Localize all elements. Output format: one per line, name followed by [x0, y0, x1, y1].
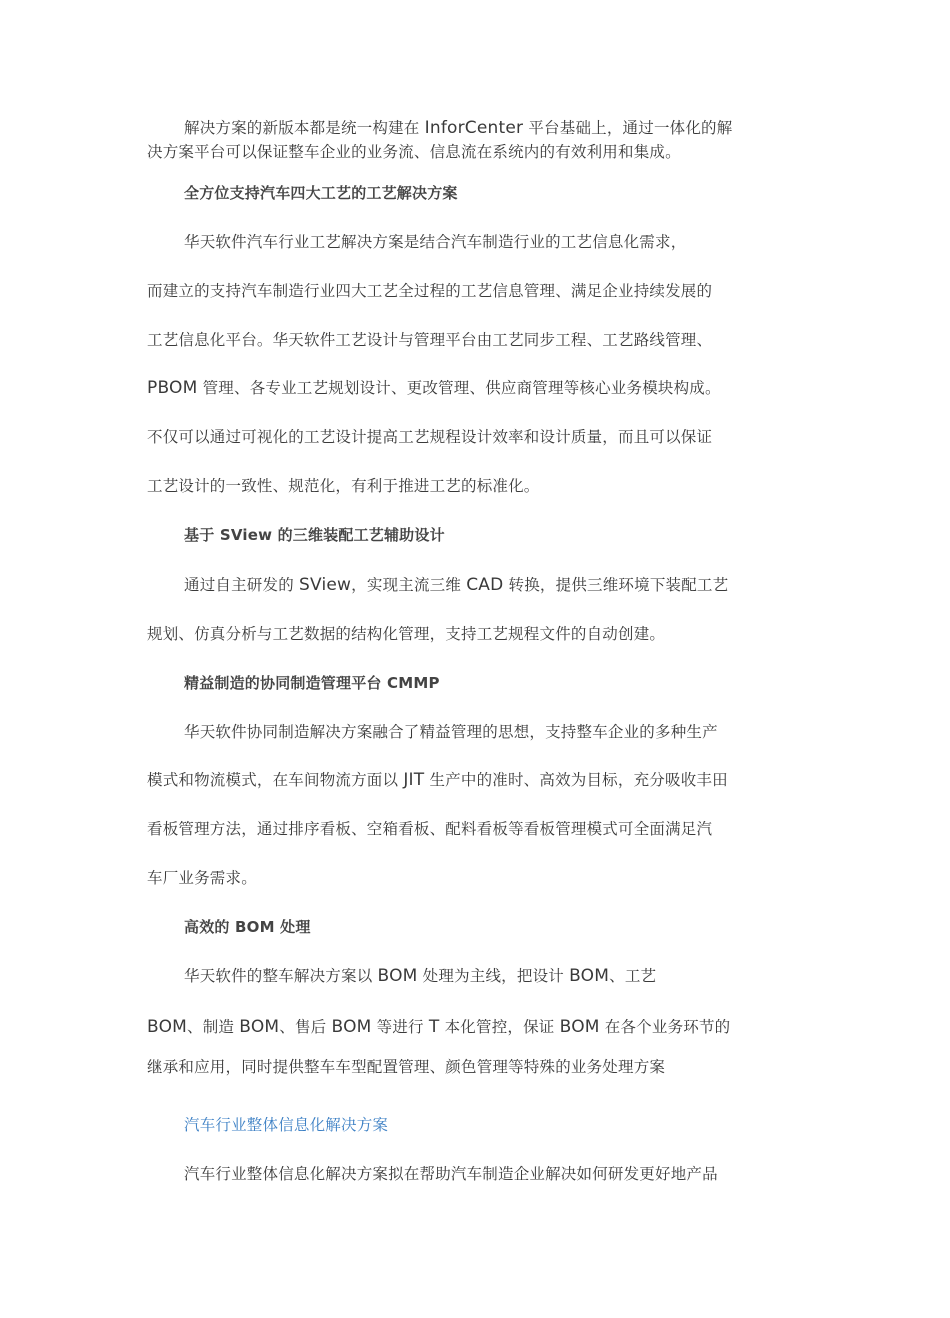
text-run: JIT — [403, 770, 425, 790]
p3-line-4: 车厂业务需求。 — [147, 869, 257, 887]
text-run: 模式和物流模式，在车间物流方面以 — [147, 771, 404, 789]
p5-line-1: 汽车行业整体信息化解决方案拟在帮助汽车制造企业解决如何研发更好地产品 — [184, 1165, 718, 1183]
text-run: CAD — [466, 575, 504, 595]
section-heading-cmmp: 精益制造的协同制造管理平台 CMMP — [184, 674, 440, 692]
text-run: 、售后 — [279, 1018, 332, 1036]
p2-line-1 — [184, 575, 804, 595]
section-heading-automotive-solution: 汽车行业整体信息化解决方案 — [184, 1116, 389, 1134]
text-run: BOM — [569, 966, 610, 986]
text-run: ，实现主流三维 — [351, 576, 467, 594]
text-run: InforCenter — [424, 118, 524, 138]
text-run: T — [428, 1017, 440, 1037]
text-run: 解决方案的新版本都是统一构建在 — [184, 119, 425, 137]
text-run: 通过自主研发的 — [184, 576, 300, 594]
text-run: 处理为主线，把设计 — [417, 967, 570, 985]
text-run: SView — [299, 575, 352, 595]
text-run: BOM — [147, 1017, 188, 1037]
section-heading-sview: 基于 SView 的三维装配工艺辅助设计 — [184, 526, 445, 544]
section-heading-bom: 高效的 BOM 处理 — [184, 918, 311, 936]
text-run: BOM — [377, 966, 418, 986]
p3-line-3: 看板管理方法，通过排序看板、空箱看板、配料看板等看板管理模式可全面满足汽 — [147, 820, 713, 838]
p3-line-1: 华天软件协同制造解决方案融合了精益管理的思想，支持整车企业的多种生产 — [184, 723, 718, 741]
p1-line-1: 华天软件汽车行业工艺解决方案是结合汽车制造行业的工艺信息化需求， — [184, 233, 687, 251]
text-run: 平台基础上，通过一体化的解 — [523, 119, 733, 137]
p1-line-3: 工艺信息化平台。华天软件工艺设计与管理平台由工艺同步工程、工艺路线管理、 — [147, 331, 713, 349]
text-run: 在各个业务环节的 — [599, 1018, 731, 1036]
p1-line-6: 工艺设计的一致性、规范化，有利于推进工艺的标准化。 — [147, 477, 540, 495]
text-run: 生产中的准时、高效为目标，充分吸收丰田 — [424, 771, 728, 789]
text-run: 华天软件的整车解决方案以 — [184, 967, 378, 985]
text-run: 管理、各专业工艺规划设计、更改管理、供应商管理等核心业务模块构成。 — [197, 379, 721, 397]
text-run: BOM — [331, 1017, 372, 1037]
text-run: 转换，提供三维环境下装配工艺 — [503, 576, 729, 594]
text-run: BOM — [239, 1017, 280, 1037]
text-run: 本化管控，保证 — [439, 1018, 560, 1036]
p2-line-2: 规划、仿真分析与工艺数据的结构化管理，支持工艺规程文件的自动创建。 — [147, 625, 666, 643]
p3-line-2 — [147, 770, 807, 790]
p1-line-4 — [147, 378, 807, 398]
section-heading-process-solutions: 全方位支持汽车四大工艺的工艺解决方案 — [184, 184, 458, 202]
text-run: 、工艺 — [609, 967, 657, 985]
p4-line-1 — [184, 966, 804, 986]
text-run: PBOM — [147, 378, 198, 398]
text-run: 等进行 — [371, 1018, 429, 1036]
intro-line-2: 决方案平台可以保证整车企业的业务流、信息流在系统内的有效利用和集成。 — [147, 143, 681, 161]
p4-line-2 — [147, 1017, 807, 1037]
p1-line-2: 而建立的支持汽车制造行业四大工艺全过程的工艺信息管理、满足企业持续发展的 — [147, 282, 713, 300]
p1-line-5: 不仅可以通过可视化的工艺设计提高工艺规程设计效率和设计质量，而且可以保证 — [147, 428, 713, 446]
intro-line-1 — [184, 118, 804, 138]
text-run: BOM — [559, 1017, 600, 1037]
text-run: 、制造 — [187, 1018, 240, 1036]
p4-line-3: 继承和应用，同时提供整车车型配置管理、颜色管理等特殊的业务处理方案 — [147, 1058, 666, 1076]
